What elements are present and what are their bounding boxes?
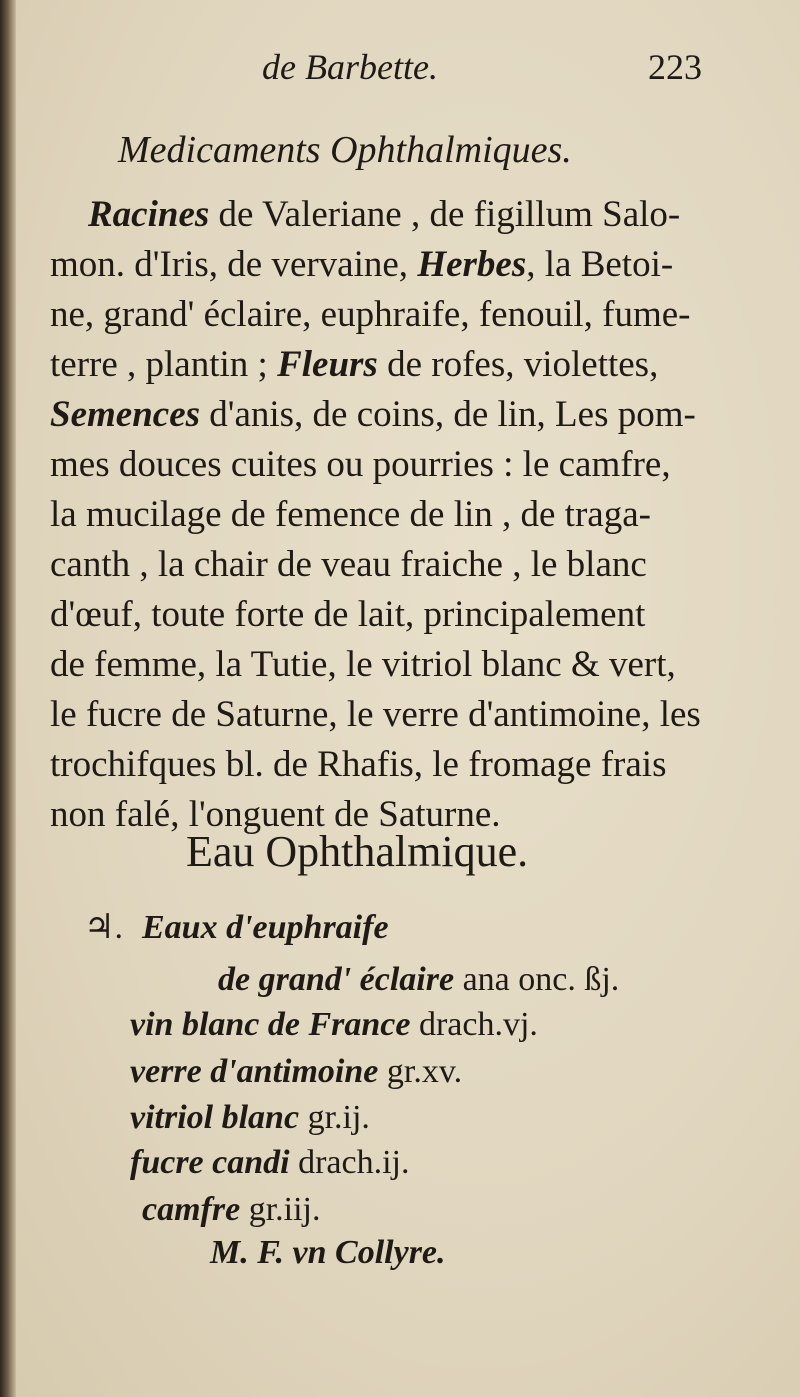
text-segment: , la Betoi- (526, 244, 674, 285)
text-segment: verre d'antimoine (130, 1053, 379, 1090)
text-segment: ana onc. ßj. (454, 961, 620, 998)
text-segment: gr.ij. (299, 1099, 370, 1136)
paragraph-line (50, 245, 730, 285)
paragraph-line (88, 195, 768, 235)
paragraph-line (50, 345, 730, 385)
running-header: de Barbette. (262, 47, 438, 87)
recipe-line (142, 1190, 320, 1230)
recipe-line (218, 960, 619, 1000)
text-segment: vin blanc de France (130, 1006, 411, 1043)
paragraph-line (50, 295, 730, 335)
paragraph-line (50, 495, 730, 535)
text-segment: Herbes (417, 244, 527, 285)
paragraph-line (50, 395, 730, 435)
paragraph-line (50, 595, 730, 635)
recipe-line (130, 1098, 370, 1138)
text-segment: Fleurs (277, 344, 378, 385)
text-segment: la mucilage de femence de lin , de traga- (50, 494, 651, 535)
text-segment: drach.ij. (289, 1144, 410, 1181)
text-segment: de rofes, violettes, (377, 344, 659, 385)
text-segment: M. F. vn Collyre. (210, 1234, 446, 1271)
text-segment: drach.vj. (410, 1006, 538, 1043)
paragraph-line (50, 545, 730, 585)
text-segment: de Valeriane , de figillum Salo- (209, 194, 681, 235)
text-segment: Semences (50, 394, 201, 435)
text-segment: de femme, la Tutie, le vitriol blanc & vert, (50, 644, 676, 685)
paragraph-line (50, 695, 730, 735)
text-segment: non falé, l'onguent de Saturne. (50, 794, 501, 835)
paragraph-line (50, 745, 730, 785)
text-segment: gr.iij. (240, 1191, 321, 1228)
text-segment: Racines (88, 194, 210, 235)
recipe-line (210, 1233, 446, 1273)
eau-title: Eau Ophthalmique. (186, 827, 529, 876)
rx-symbol: ♃. (84, 909, 123, 946)
section-title: Medicaments Ophthalmiques. (118, 129, 572, 171)
text-segment: fucre candi (130, 1144, 290, 1181)
page-binding-edge (0, 0, 16, 1397)
text-segment: terre , plantin ; (50, 344, 278, 385)
text-segment: vitriol blanc (130, 1099, 300, 1136)
text-segment: le fucre de Saturne, le verre d'antimoine, les (50, 694, 701, 735)
page-number: 223 (648, 47, 702, 87)
recipe-line (130, 1143, 410, 1183)
text-segment: camfre (142, 1191, 241, 1228)
paragraph-line (50, 645, 730, 685)
text-segment: mes douces cuites ou pourries : le camfre, (50, 444, 671, 485)
text-segment: mon. d'Iris, de vervaine, (50, 244, 418, 285)
recipe-line (142, 908, 389, 948)
text-segment: canth , la chair de veau fraiche , le blanc (50, 544, 647, 585)
text-segment: d'œuf, toute forte de lait, principalement (50, 594, 646, 635)
text-segment: gr.xv. (378, 1053, 463, 1090)
text-segment: d'anis, de coins, de lin, Les pom- (200, 394, 696, 435)
paragraph-line (50, 445, 730, 485)
text-segment: de grand' éclaire (218, 961, 455, 998)
text-segment: ne, grand' éclaire, euphraife, fenouil, fume- (50, 294, 691, 335)
recipe-line (130, 1052, 462, 1092)
recipe-line (130, 1005, 538, 1045)
text-segment: trochifques bl. de Rhafis, le fromage frais (50, 744, 667, 785)
text-segment: Eaux d'euphraife (142, 909, 389, 946)
